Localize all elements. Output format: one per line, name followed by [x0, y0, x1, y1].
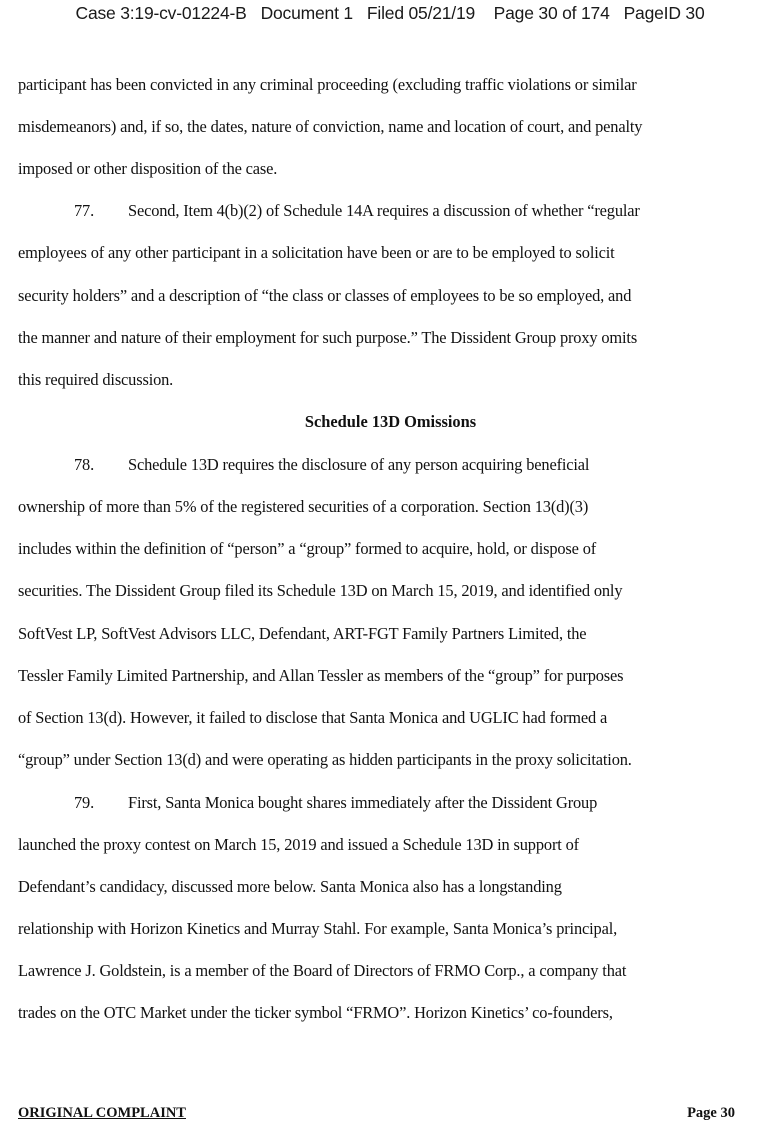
text-line: Lawrence J. Goldstein, is a member of the Board of Directors of FRMO Corp., a company that — [18, 961, 627, 980]
footer-page-number: Page 30 — [687, 1105, 735, 1121]
text-line: this required discussion. — [18, 370, 174, 389]
paragraph-number: 78. — [74, 455, 95, 474]
text-line: First, Santa Monica bought shares immediately after the Dissident Group — [128, 793, 598, 812]
text-line: of Section 13(d). However, it failed to disclose that Santa Monica and UGLIC had formed a — [18, 708, 608, 727]
text-line: trades on the OTC Market under the ticker symbol “FRMO”. Horizon Kinetics’ co-founders, — [18, 1003, 613, 1022]
section-heading: Schedule 13D Omissions — [304, 412, 477, 431]
text-line: securities. The Dissident Group filed its Schedule 13D on March 15, 2019, and identified only — [18, 581, 623, 600]
text-line: participant has been convicted in any criminal proceeding (excluding traffic violations or similar — [18, 75, 637, 94]
text-line: SoftVest LP, SoftVest Advisors LLC, Defendant, ART-FGT Family Partners Limited, the — [18, 624, 587, 643]
paragraph-number: 79. — [74, 793, 95, 812]
text-line: Schedule 13D requires the disclosure of any person acquiring beneficial — [128, 455, 590, 474]
paragraph-79-first-line — [74, 793, 597, 813]
text-line: security holders” and a description of “the class or classes of employees to be so employed, and — [18, 286, 632, 305]
text-line: includes within the definition of “person” a “group” formed to acquire, hold, or dispose of — [18, 539, 597, 558]
paragraph-78-first-line — [74, 455, 589, 475]
text-line: launched the proxy contest on March 15, 2019 and issued a Schedule 13D in support of — [18, 835, 579, 854]
footer-document-title: ORIGINAL COMPLAINT — [18, 1105, 186, 1121]
text-line: “group” under Section 13(d) and were operating as hidden participants in the proxy solicitation. — [18, 750, 632, 769]
text-line: Tessler Family Limited Partnership, and Allan Tessler as members of the “group” for purposes — [18, 666, 624, 685]
text-line: ownership of more than 5% of the registered securities of a corporation. Section 13(d)(3) — [18, 497, 589, 516]
text-line: the manner and nature of their employment for such purpose.” The Dissident Group proxy omits — [18, 328, 638, 347]
paragraph-77-first-line — [74, 201, 640, 221]
paragraph-number: 77. — [74, 201, 95, 220]
case-header: Case 3:19-cv-01224-B Document 1 Filed 05/21/19 Page 30 of 174 PageID 30 — [75, 3, 705, 23]
text-line: relationship with Horizon Kinetics and Murray Stahl. For example, Santa Monica’s principal, — [18, 919, 618, 938]
text-line: misdemeanors) and, if so, the dates, nature of conviction, name and location of court, and penalty — [18, 117, 643, 136]
text-line: Second, Item 4(b)(2) of Schedule 14A requires a discussion of whether “regular — [128, 201, 640, 220]
text-line: imposed or other disposition of the case. — [18, 159, 278, 178]
text-line: employees of any other participant in a solicitation have been or are to be employed to solicit — [18, 243, 615, 262]
text-line: Defendant’s candidacy, discussed more below. Santa Monica also has a longstanding — [18, 877, 562, 896]
